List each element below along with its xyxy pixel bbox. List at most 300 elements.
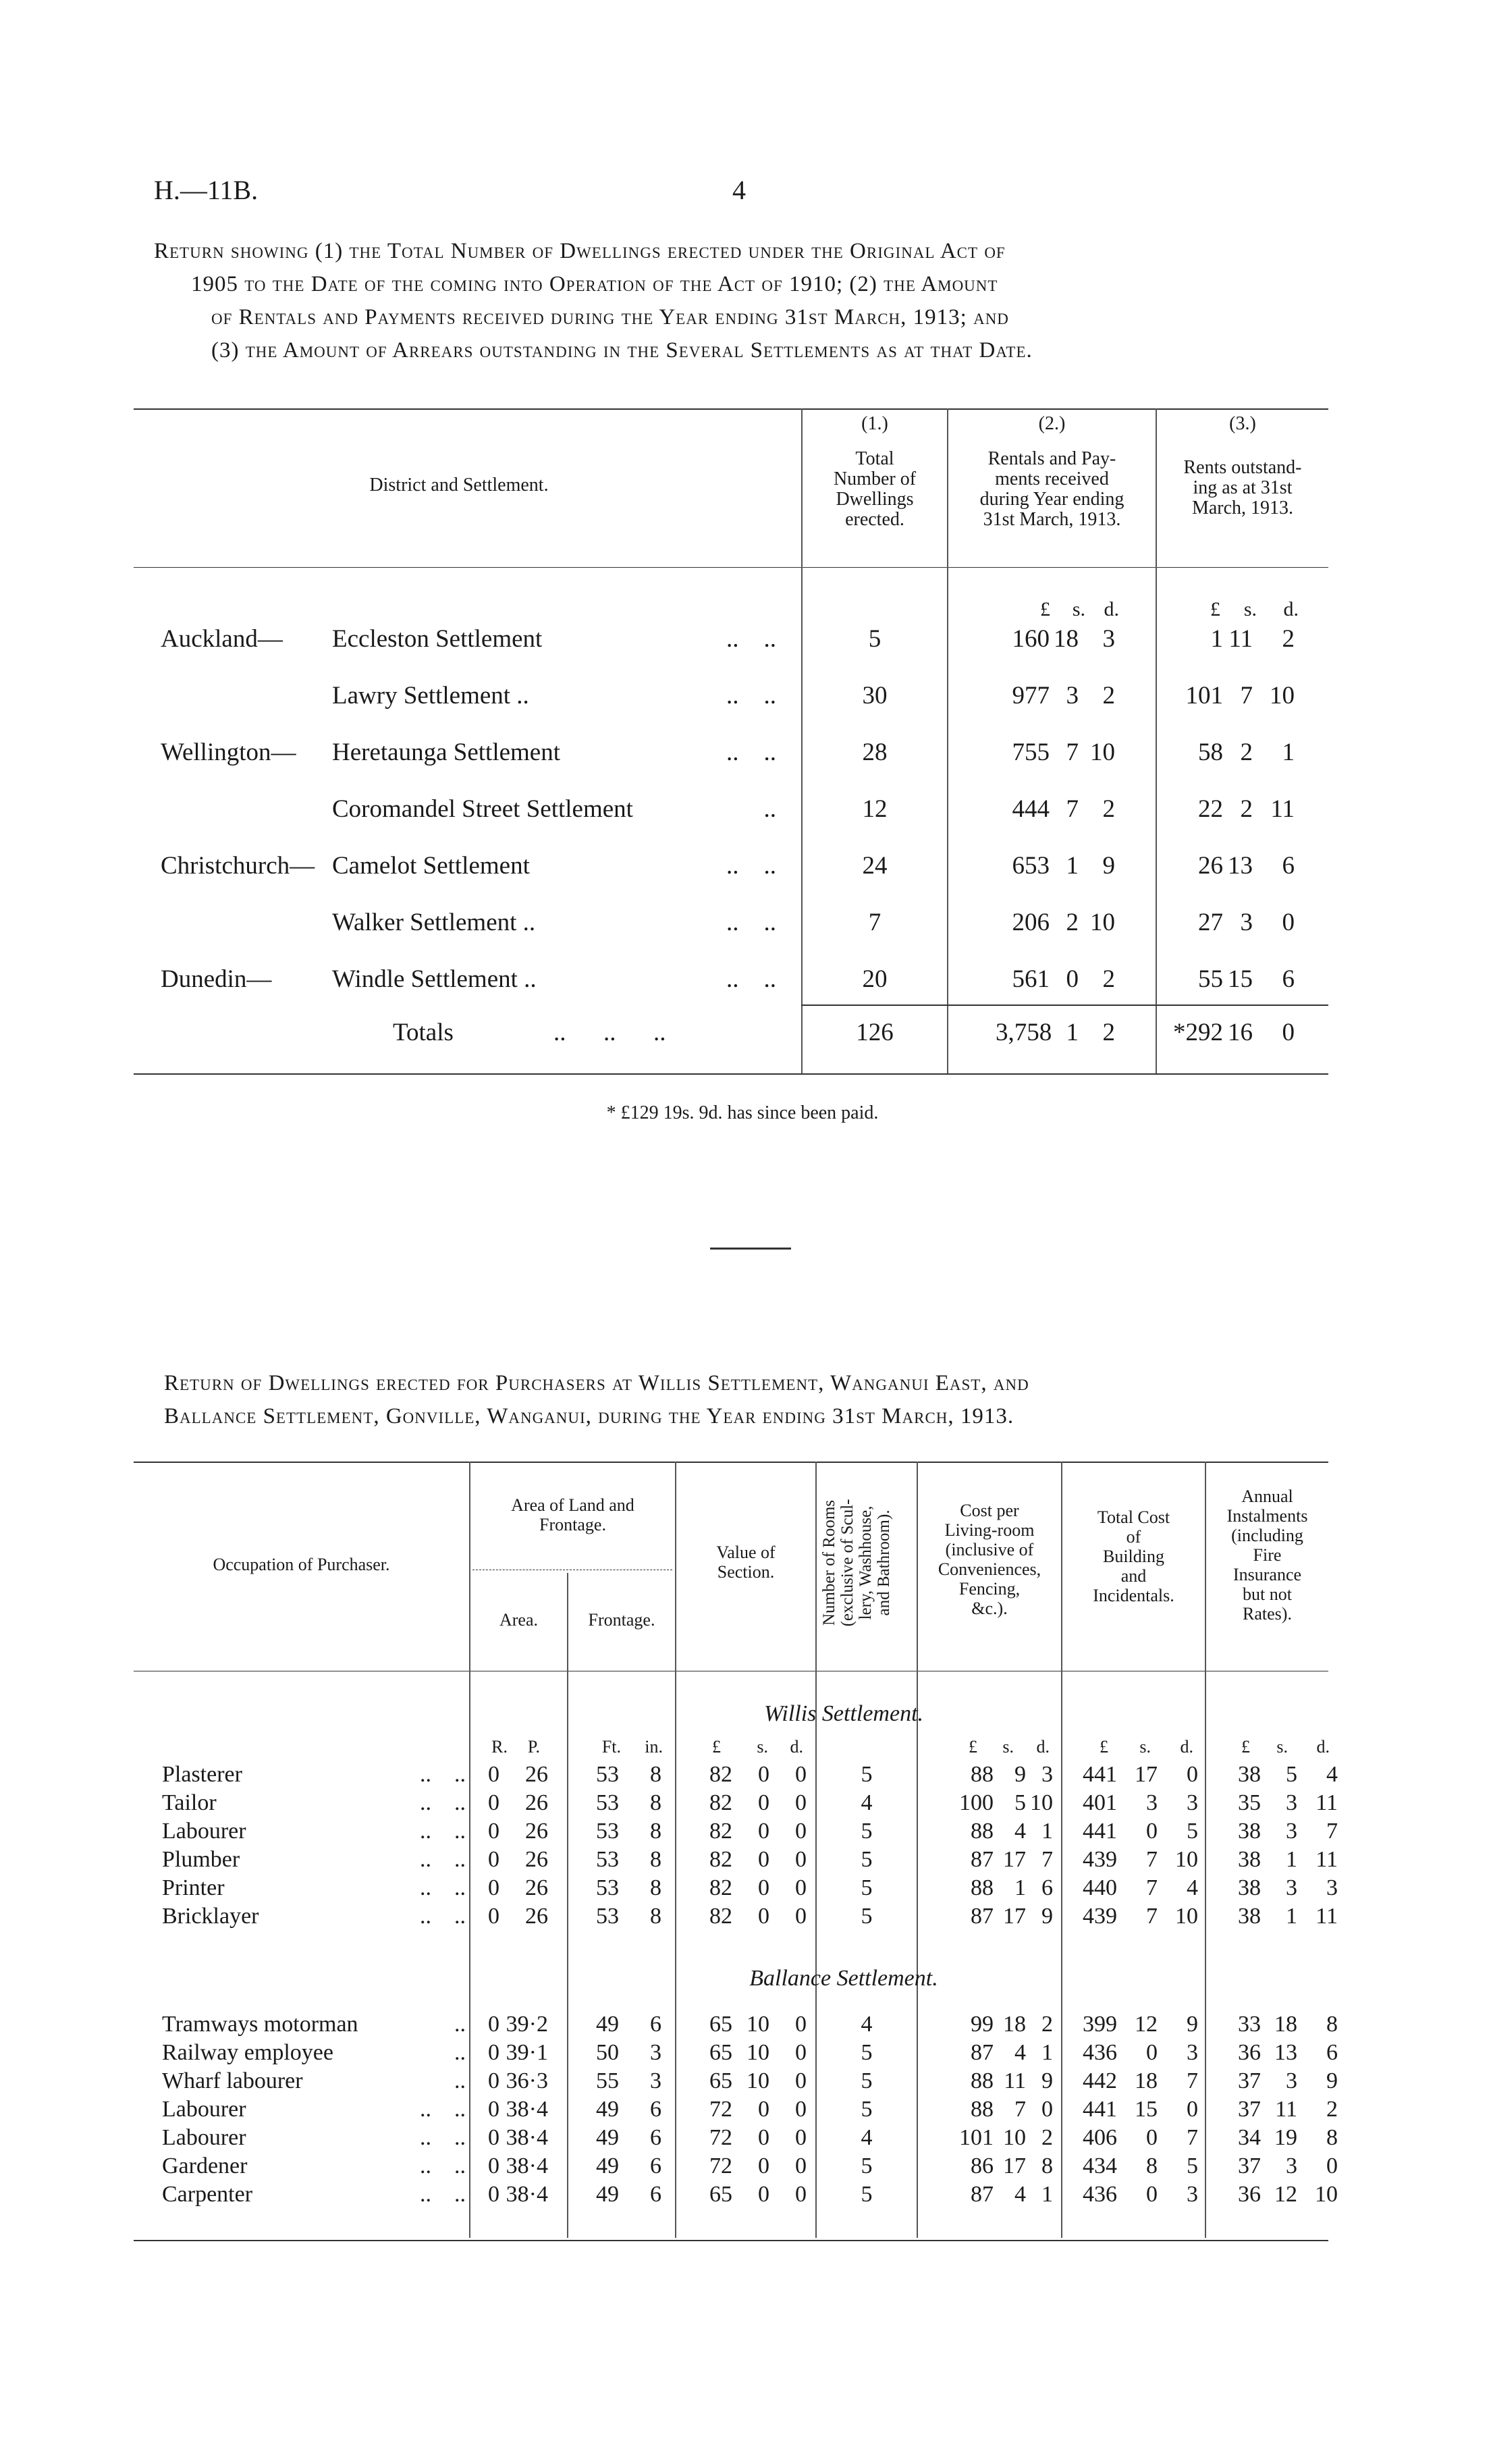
frontage-feet: 49 xyxy=(596,2182,619,2207)
value-pence: 0 xyxy=(795,2040,807,2065)
cost-room-pence: 2 xyxy=(1041,2012,1053,2037)
dot-leader: .. xyxy=(454,2040,466,2065)
table2-col-total-cost xyxy=(1062,1507,1205,1605)
unit-total-shillings: s. xyxy=(1139,1737,1151,1757)
table1-row xyxy=(0,681,1491,711)
rooms-count: 5 xyxy=(861,2040,873,2065)
cost-room-pounds: 86 xyxy=(971,2153,994,2178)
arrears-pounds: 55 xyxy=(1198,965,1223,993)
frontage-inches: 6 xyxy=(650,2153,661,2178)
table1-col1 xyxy=(803,414,947,530)
area-rods: 0 xyxy=(488,2125,499,2150)
instalments-pounds: 37 xyxy=(1238,2068,1261,2093)
total-cost-pounds: 440 xyxy=(1083,1875,1117,1900)
total-cost-pence: 5 xyxy=(1187,1819,1198,1844)
value-shillings: 0 xyxy=(758,1904,769,1929)
totals-rent-pounds: 3,758 xyxy=(996,1019,1052,1046)
area-perches: 26 xyxy=(525,1875,548,1900)
return1-heading-line: Return showing (1) the Total Number of Dwellings erected under the Original Act of xyxy=(154,239,1006,263)
arrears-shillings: 2 xyxy=(1240,795,1253,823)
rent-pounds: 206 xyxy=(1012,909,1050,936)
settlement-name: Lawry Settlement .. xyxy=(332,682,529,709)
dot-leader: .. .. xyxy=(726,852,776,880)
rent-shillings: 3 xyxy=(1066,682,1079,709)
return2-heading-line: Ballance Settlement, Gonville, Wanganui, during the Year ending 31st March, 1913. xyxy=(164,1404,1014,1428)
cost-room-pounds: 87 xyxy=(971,1904,994,1929)
table1-totals-row xyxy=(0,1018,1491,1048)
dwellings-count: 28 xyxy=(862,739,888,766)
total-cost-pounds: 441 xyxy=(1083,1762,1117,1787)
dot-leader: .. .. xyxy=(420,2182,466,2207)
rooms-count: 5 xyxy=(861,2097,873,2122)
instalments-line: Instalments xyxy=(1226,1506,1308,1526)
table1-row xyxy=(0,795,1491,824)
total-cost-pence: 0 xyxy=(1187,1762,1198,1787)
total-cost-shillings: 12 xyxy=(1135,2012,1158,2037)
instalments-pounds: 38 xyxy=(1238,1819,1261,1844)
dwellings-count: 30 xyxy=(862,682,888,709)
rent-pounds: 444 xyxy=(1012,795,1050,823)
unit-perches: P. xyxy=(527,1737,540,1757)
frontage-feet: 53 xyxy=(596,1847,619,1872)
value-shillings: 0 xyxy=(758,2097,769,2122)
area-perches: 38·4 xyxy=(506,2125,548,2150)
cost-room-shillings: 7 xyxy=(1014,2097,1026,2122)
total-cost-shillings: 8 xyxy=(1146,2153,1158,2178)
rent-shillings: 0 xyxy=(1066,965,1079,993)
total-cost-pence: 10 xyxy=(1175,1904,1198,1929)
frontage-inches: 6 xyxy=(650,2125,661,2150)
rooms-count: 5 xyxy=(861,2068,873,2093)
instalments-pounds: 34 xyxy=(1238,2125,1261,2150)
value-pence: 0 xyxy=(795,2068,807,2093)
totals-label: Totals xyxy=(393,1019,454,1046)
table2-col-area-frontage xyxy=(470,1495,675,1534)
instalments-pounds: 38 xyxy=(1238,1904,1261,1929)
unit-rods: R. xyxy=(491,1737,508,1757)
frontage-feet: 53 xyxy=(596,1790,619,1815)
area-perches: 38·4 xyxy=(506,2182,548,2207)
dot-leader: .. .. xyxy=(726,739,776,766)
cost-room-pounds: 100 xyxy=(959,1790,994,1815)
value-shillings: 10 xyxy=(747,2012,769,2037)
instalments-pounds: 36 xyxy=(1238,2040,1261,2065)
arrears-shillings: 13 xyxy=(1228,852,1253,880)
total-cost-pounds: 439 xyxy=(1083,1904,1117,1929)
instalments-pence: 0 xyxy=(1326,2153,1338,2178)
arrears-pounds: 101 xyxy=(1185,682,1223,709)
value-pounds: 65 xyxy=(709,2068,732,2093)
dwellings-count: 24 xyxy=(862,852,888,880)
arrears-pence: 0 xyxy=(1282,909,1295,936)
rooms-line: Number of Rooms xyxy=(820,1499,838,1626)
total-cost-pence: 7 xyxy=(1187,2068,1198,2093)
instalments-pounds: 38 xyxy=(1238,1762,1261,1787)
arrears-unit-pence: d. xyxy=(1283,598,1299,620)
total-cost-pence: 3 xyxy=(1187,1790,1198,1815)
occupation: Bricklayer xyxy=(162,1904,259,1929)
rooms-count: 4 xyxy=(861,2012,873,2037)
rent-pence: 10 xyxy=(1090,909,1115,936)
dwellings-count: 12 xyxy=(862,795,888,823)
unit-inst-pence: d. xyxy=(1316,1737,1330,1757)
table2-col-frontage: Frontage. xyxy=(588,1610,655,1630)
value-shillings: 0 xyxy=(758,1762,769,1787)
value-pence: 0 xyxy=(795,1904,807,1929)
rooms-line: and Bathroom). xyxy=(875,1509,893,1616)
rooms-count: 5 xyxy=(861,1875,873,1900)
rent-pounds: 160 xyxy=(1012,625,1050,653)
table1-row xyxy=(0,965,1491,994)
col1-line: Number of xyxy=(833,468,917,489)
frontage-inches: 3 xyxy=(650,2040,661,2065)
col3-line: Rents outstand- xyxy=(1183,457,1302,478)
area-perches: 38·4 xyxy=(506,2097,548,2122)
occupation: Tramways motorman xyxy=(162,2012,358,2037)
return2-heading-line: Return of Dwellings erected for Purchasers at Willis Settlement, Wanganui East, and xyxy=(164,1371,1029,1395)
table1-units-row xyxy=(0,598,1491,621)
value-pence: 0 xyxy=(795,2097,807,2122)
unit-value-pounds: £ xyxy=(712,1737,721,1757)
district-name: Wellington— xyxy=(161,739,296,766)
dot-leader: .. .. xyxy=(726,625,776,653)
dwellings-count: 20 xyxy=(862,965,888,993)
frontage-feet: 49 xyxy=(596,2097,619,2122)
area-perches: 26 xyxy=(525,1819,548,1844)
area-rods: 0 xyxy=(488,1847,499,1872)
totals-arrears-pence: 0 xyxy=(1282,1019,1295,1046)
instalments-shillings: 18 xyxy=(1274,2012,1297,2037)
dot-leader: .. .. xyxy=(726,682,776,709)
dot-leader: .. xyxy=(454,2012,466,2037)
unit-inst-pounds: £ xyxy=(1241,1737,1250,1757)
arrears-shillings: 11 xyxy=(1228,625,1253,653)
table2-row xyxy=(0,1762,1491,1790)
cost-room-pounds: 88 xyxy=(971,1875,994,1900)
dot-leader: .. .. xyxy=(420,1847,466,1872)
unit-feet: Ft. xyxy=(601,1737,621,1757)
instalments-pence: 9 xyxy=(1326,2068,1338,2093)
cost-room-line: Living-room xyxy=(944,1520,1035,1540)
arrears-unit-pounds: £ xyxy=(1210,598,1220,620)
frontage-feet: 53 xyxy=(596,1875,619,1900)
total-cost-pence: 4 xyxy=(1187,1875,1198,1900)
value-shillings: 10 xyxy=(747,2068,769,2093)
frontage-inches: 6 xyxy=(650,2012,661,2037)
arrears-pence: 10 xyxy=(1270,682,1295,709)
instalments-shillings: 3 xyxy=(1286,1875,1297,1900)
settlement-name: Eccleston Settlement xyxy=(332,625,543,653)
arrears-pence: 1 xyxy=(1282,739,1295,766)
cost-room-line: Conveniences, xyxy=(938,1559,1041,1579)
instalments-pence: 8 xyxy=(1326,2012,1338,2037)
instalments-shillings: 3 xyxy=(1286,2068,1297,2093)
rent-pence: 9 xyxy=(1102,852,1115,880)
table1-col3 xyxy=(1157,414,1328,518)
table2-row xyxy=(0,2125,1491,2153)
cost-room-shillings: 5 xyxy=(1014,1790,1026,1815)
unit-value-pence: d. xyxy=(790,1737,803,1757)
area-perches: 26 xyxy=(525,1847,548,1872)
total-cost-shillings: 7 xyxy=(1146,1904,1158,1929)
table2-units-row xyxy=(0,1737,1491,1757)
instalments-pounds: 36 xyxy=(1238,2182,1261,2207)
instalments-line: Insurance xyxy=(1232,1565,1302,1584)
cost-room-pence: 7 xyxy=(1041,1847,1053,1872)
unit-cost-pence: d. xyxy=(1036,1737,1050,1757)
instalments-shillings: 1 xyxy=(1286,1847,1297,1872)
frontage-inches: 8 xyxy=(650,1819,661,1844)
frontage-feet: 53 xyxy=(596,1904,619,1929)
value-pence: 0 xyxy=(795,2153,807,2178)
rent-shillings: 7 xyxy=(1066,795,1079,823)
frontage-feet: 49 xyxy=(596,2153,619,2178)
unit-value-shillings: s. xyxy=(757,1737,768,1757)
rooms-count: 4 xyxy=(861,1790,873,1815)
value-pence: 0 xyxy=(795,1819,807,1844)
cost-room-pence: 3 xyxy=(1041,1762,1053,1787)
total-cost-pounds: 401 xyxy=(1083,1790,1117,1815)
instalments-pence: 3 xyxy=(1326,1875,1338,1900)
frontage-inches: 8 xyxy=(650,1847,661,1872)
value-pounds: 82 xyxy=(709,1819,732,1844)
frontage-feet: 49 xyxy=(596,2012,619,2037)
col2-line: Rentals and Pay- xyxy=(987,448,1116,469)
instalments-pence: 6 xyxy=(1326,2040,1338,2065)
occupation: Printer xyxy=(162,1875,225,1900)
cost-room-pence: 1 xyxy=(1041,2182,1053,2207)
cost-room-pounds: 88 xyxy=(971,1819,994,1844)
rooms-count: 5 xyxy=(861,1904,873,1929)
rooms-line: (exclusive of Scul- xyxy=(838,1499,857,1627)
total-cost-shillings: 7 xyxy=(1146,1847,1158,1872)
instalments-shillings: 12 xyxy=(1274,2182,1297,2207)
table2-row xyxy=(0,1847,1491,1875)
cost-room-pence: 8 xyxy=(1041,2153,1053,2178)
cost-room-line: Cost per xyxy=(960,1501,1019,1520)
table1-header-rule xyxy=(134,567,1328,568)
total-cost-pounds: 439 xyxy=(1083,1847,1117,1872)
frontage-feet: 53 xyxy=(596,1762,619,1787)
value-pounds: 82 xyxy=(709,1847,732,1872)
arrears-shillings: 7 xyxy=(1240,682,1253,709)
table1-totals-rule xyxy=(801,1005,1328,1006)
instalments-shillings: 3 xyxy=(1286,1819,1297,1844)
total-cost-pounds: 442 xyxy=(1083,2068,1117,2093)
unit-cost-shillings: s. xyxy=(1002,1737,1014,1757)
cost-room-pence: 1 xyxy=(1041,2040,1053,2065)
cost-room-pence: 0 xyxy=(1041,2097,1053,2122)
total-cost-pence: 10 xyxy=(1175,1847,1198,1872)
table1-row xyxy=(0,908,1491,938)
dot-leader: .. .. xyxy=(726,965,776,993)
total-cost-pence: 5 xyxy=(1187,2153,1198,2178)
total-cost-line: of xyxy=(1126,1527,1141,1547)
cost-room-shillings: 9 xyxy=(1014,1762,1026,1787)
rent-shillings: 18 xyxy=(1054,625,1079,653)
unit-cost-pounds: £ xyxy=(969,1737,977,1757)
total-cost-line: and xyxy=(1120,1566,1147,1586)
arrears-pence: 11 xyxy=(1270,795,1295,823)
district-name: Auckland— xyxy=(161,625,283,653)
area-rods: 0 xyxy=(488,1790,499,1815)
total-cost-line: Incidentals. xyxy=(1093,1586,1174,1605)
table1-top-rule xyxy=(134,408,1328,410)
arrears-pence: 6 xyxy=(1282,852,1295,880)
table1-row xyxy=(0,738,1491,768)
cost-room-pence: 9 xyxy=(1041,2068,1053,2093)
col2-line: during Year ending xyxy=(979,489,1124,510)
unit-inst-shillings: s. xyxy=(1276,1737,1288,1757)
table2-top-rule xyxy=(134,1462,1328,1463)
dot-leader: .. .. xyxy=(420,2125,466,2150)
instalments-shillings: 3 xyxy=(1286,1790,1297,1815)
rooms-count: 4 xyxy=(861,2125,873,2150)
table2-row xyxy=(0,2068,1491,2097)
value-shillings: 0 xyxy=(758,2153,769,2178)
arrears-shillings: 15 xyxy=(1228,965,1253,993)
arrears-shillings: 3 xyxy=(1240,909,1253,936)
instalments-line: (including xyxy=(1231,1526,1303,1545)
dot-leader: .. .. xyxy=(420,1819,466,1844)
total-cost-shillings: 3 xyxy=(1146,1790,1158,1815)
cost-room-shillings: 17 xyxy=(1003,2153,1026,2178)
frontage-feet: 49 xyxy=(596,2125,619,2150)
cost-room-pence: 2 xyxy=(1041,2125,1053,2150)
occupation: Wharf labourer xyxy=(162,2068,303,2093)
area-rods: 0 xyxy=(488,1819,499,1844)
cost-room-pounds: 99 xyxy=(971,2012,994,2037)
value-shillings: 0 xyxy=(758,2125,769,2150)
col3-number: (3.) xyxy=(1229,413,1256,434)
occupation: Carpenter xyxy=(162,2182,253,2207)
rent-pence: 2 xyxy=(1102,965,1115,993)
area-perches: 26 xyxy=(525,1762,548,1787)
return1-heading xyxy=(154,235,1342,367)
instalments-pence: 7 xyxy=(1326,1819,1338,1844)
table2-row xyxy=(0,1875,1491,1904)
totals-arrears-pounds: *292 xyxy=(1173,1019,1223,1046)
area-perches: 39·1 xyxy=(506,2040,548,2065)
table2-row xyxy=(0,2040,1491,2068)
cost-room-shillings: 11 xyxy=(1004,2068,1026,2093)
rent-unit-pounds: £ xyxy=(1040,598,1050,620)
return1-heading-line: (3) the Amount of Arrears outstanding in the Several Settlements as at that Date. xyxy=(211,338,1033,363)
instalments-line: Fire xyxy=(1253,1545,1282,1565)
page-number: 4 xyxy=(732,175,746,205)
cost-room-pounds: 101 xyxy=(959,2125,994,2150)
frontage-inches: 6 xyxy=(650,2182,661,2207)
section-separator-rule xyxy=(710,1248,791,1250)
area-rods: 0 xyxy=(488,1904,499,1929)
value-shillings: 0 xyxy=(758,1847,769,1872)
totals-leader: .. .. .. xyxy=(553,1019,666,1046)
area-rods: 0 xyxy=(488,2012,499,2037)
instalments-shillings: 11 xyxy=(1275,2097,1297,2122)
dwellings-count: 7 xyxy=(868,909,882,936)
frontage-inches: 8 xyxy=(650,1762,661,1787)
rent-shillings: 7 xyxy=(1066,739,1079,766)
cost-room-shillings: 18 xyxy=(1003,2012,1026,2037)
occupation: Railway employee xyxy=(162,2040,333,2065)
table1-col-district: District and Settlement. xyxy=(369,475,549,496)
value-pounds: 65 xyxy=(709,2012,732,2037)
table2-col-instalments xyxy=(1206,1487,1328,1624)
table1-col2 xyxy=(948,414,1156,530)
district-name: Dunedin— xyxy=(161,965,272,993)
value-pence: 0 xyxy=(795,1875,807,1900)
table1-bottom-rule xyxy=(134,1073,1328,1075)
area-perches: 26 xyxy=(525,1790,548,1815)
rooms-count: 5 xyxy=(861,2182,873,2207)
rent-shillings: 1 xyxy=(1066,852,1079,880)
total-cost-pounds: 434 xyxy=(1083,2153,1117,2178)
col1-number: (1.) xyxy=(861,413,888,434)
total-cost-line: Building xyxy=(1102,1547,1164,1566)
cost-room-shillings: 4 xyxy=(1014,1819,1026,1844)
cost-room-line: &c.). xyxy=(971,1599,1008,1618)
value-pounds: 82 xyxy=(709,1875,732,1900)
value-pounds: 72 xyxy=(709,2097,732,2122)
value-pounds: 72 xyxy=(709,2153,732,2178)
instalments-shillings: 3 xyxy=(1286,2153,1297,2178)
area-perches: 26 xyxy=(525,1904,548,1929)
instalments-shillings: 19 xyxy=(1274,2125,1297,2150)
table2-row xyxy=(0,2097,1491,2125)
table2-col-rooms xyxy=(820,1465,915,1661)
instalments-shillings: 13 xyxy=(1274,2040,1297,2065)
totals-arrears-shillings: 16 xyxy=(1228,1019,1253,1046)
area-perches: 36·3 xyxy=(506,2068,548,2093)
instalments-pence: 8 xyxy=(1326,2125,1338,2150)
value-pence: 0 xyxy=(795,1790,807,1815)
total-cost-pence: 3 xyxy=(1187,2182,1198,2207)
instalments-pounds: 33 xyxy=(1238,2012,1261,2037)
value-pounds: 65 xyxy=(709,2182,732,2207)
area-rods: 0 xyxy=(488,2153,499,2178)
col1-line: Dwellings xyxy=(836,489,914,510)
rent-shillings: 2 xyxy=(1066,909,1079,936)
total-cost-shillings: 0 xyxy=(1146,2182,1158,2207)
cost-room-pence: 6 xyxy=(1041,1875,1053,1900)
instalments-pence: 10 xyxy=(1315,2182,1338,2207)
district-name: Christchurch— xyxy=(161,852,315,880)
occupation: Plasterer xyxy=(162,1762,242,1787)
frontage-feet: 53 xyxy=(596,1819,619,1844)
frontage-feet: 50 xyxy=(596,2040,619,2065)
area-rods: 0 xyxy=(488,1875,499,1900)
cost-room-pounds: 88 xyxy=(971,1762,994,1787)
rent-pence: 10 xyxy=(1090,739,1115,766)
arrears-pounds: 22 xyxy=(1198,795,1223,823)
section-title-ballance: Ballance Settlement. xyxy=(749,1966,938,1991)
cost-room-pounds: 87 xyxy=(971,2040,994,2065)
settlement-name: Camelot Settlement xyxy=(332,852,530,880)
instalments-pounds: 38 xyxy=(1238,1847,1261,1872)
total-cost-pence: 0 xyxy=(1187,2097,1198,2122)
frontage-inches: 3 xyxy=(650,2068,661,2093)
occupation: Labourer xyxy=(162,1819,246,1844)
cost-room-pence: 1 xyxy=(1041,1819,1053,1844)
value-pence: 0 xyxy=(795,1762,807,1787)
value-line: Section. xyxy=(717,1562,775,1582)
table2-row xyxy=(0,2012,1491,2040)
total-cost-pence: 7 xyxy=(1187,2125,1198,2150)
col2-line: 31st March, 1913. xyxy=(983,509,1121,530)
rent-pence: 2 xyxy=(1102,795,1115,823)
dot-leader: .. .. xyxy=(420,2153,466,2178)
instalments-pounds: 37 xyxy=(1238,2153,1261,2178)
